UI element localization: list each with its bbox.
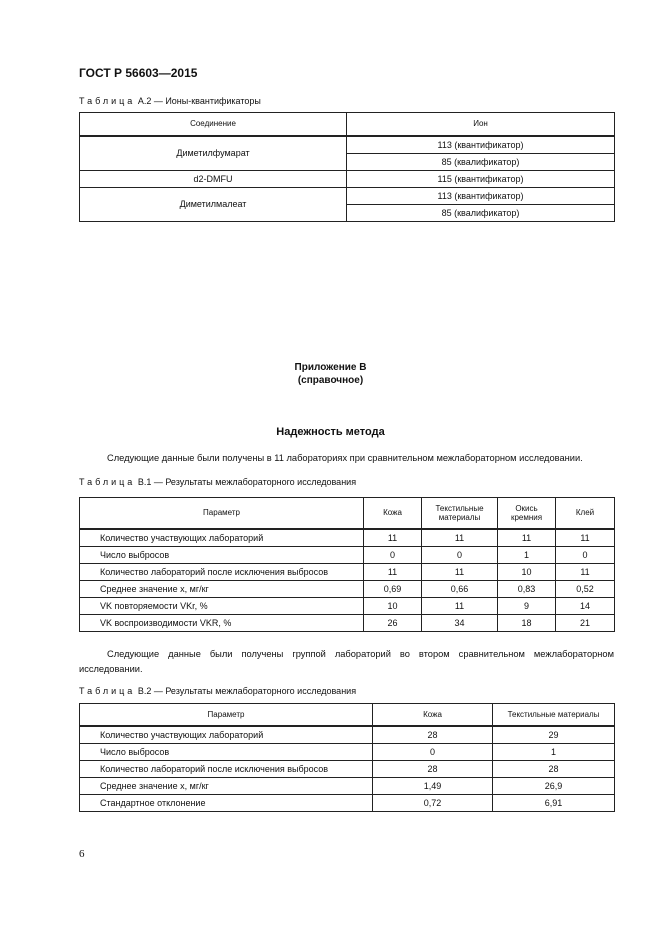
table-cell: Диметилмалеат <box>80 187 347 221</box>
table-cell: Среднее значение x, мг/кг <box>80 777 373 794</box>
table-row <box>80 614 615 631</box>
caption-text: В.1 — Результаты межлабораторного исследования <box>137 477 357 487</box>
column-header: Кожа <box>373 704 493 726</box>
table-cell: 11 <box>422 597 498 614</box>
table-cell: Среднее значение x, мг/кг <box>80 580 364 597</box>
table-cell: Диметилфумарат <box>80 136 347 171</box>
table-cell: 85 (квалификатор) <box>347 204 615 221</box>
table-cell: 115 (квантификатор) <box>347 170 615 187</box>
page-number: 6 <box>79 848 85 860</box>
table-cell: 11 <box>422 563 498 580</box>
table-cell: 11 <box>498 529 556 547</box>
table-row <box>80 777 615 794</box>
table-cell: 113 (квантификатор) <box>347 187 615 204</box>
table-cell: 0,69 <box>364 580 422 597</box>
table-cell: 11 <box>422 529 498 547</box>
table-a2-caption <box>79 96 261 106</box>
caption-text: В.2 — Результаты межлабораторного исследования <box>137 686 357 696</box>
table-cell: VK повторяемости VKr, % <box>80 597 364 614</box>
table-cell: d2-DMFU <box>80 170 347 187</box>
table-row <box>80 743 615 760</box>
appendix-subtitle: (справочное) <box>297 375 364 386</box>
table-cell: 10 <box>498 563 556 580</box>
table-cell: 0,72 <box>373 794 493 811</box>
table-row <box>80 529 615 547</box>
table-cell: 0,66 <box>422 580 498 597</box>
table-cell: 29 <box>493 726 615 744</box>
table-cell: Количество лабораторий после исключения выбросов <box>80 760 373 777</box>
table-cell: 6,91 <box>493 794 615 811</box>
table-cell: 1 <box>493 743 615 760</box>
table-row <box>80 546 615 563</box>
table-cell: 0 <box>556 546 615 563</box>
table-cell: 1 <box>498 546 556 563</box>
column-header: Кожа <box>364 498 422 529</box>
table-b1-caption <box>79 477 356 487</box>
table-cell: 26 <box>364 614 422 631</box>
table-cell: 26,9 <box>493 777 615 794</box>
table-cell: Стандартное отклонение <box>80 794 373 811</box>
table-cell: 28 <box>493 760 615 777</box>
table-cell: 0,83 <box>498 580 556 597</box>
table-cell: 10 <box>364 597 422 614</box>
table-cell: 0 <box>364 546 422 563</box>
caption-word: Таблица <box>79 477 136 487</box>
table-row <box>80 597 615 614</box>
table-row <box>80 794 615 811</box>
table-cell: 11 <box>556 529 615 547</box>
table-b2-caption <box>79 686 356 696</box>
appendix-heading: Надежность метода <box>276 426 385 438</box>
appendix-title: Приложение В <box>294 362 367 373</box>
table-row <box>80 726 615 744</box>
column-header: Окись кремния <box>498 498 556 529</box>
document-header: ГОСТ Р 56603—2015 <box>79 66 198 80</box>
table-cell: 1,49 <box>373 777 493 794</box>
table-cell: Количество лабораторий после исключения выбросов <box>80 563 364 580</box>
table-cell: 0 <box>422 546 498 563</box>
table-cell: 14 <box>556 597 615 614</box>
table-cell: Количество участвующих лабораторий <box>80 529 364 547</box>
table-cell: 0,52 <box>556 580 615 597</box>
table-b2 <box>79 703 615 812</box>
column-header: Клей <box>556 498 615 529</box>
table-row <box>80 760 615 777</box>
table-row <box>80 580 615 597</box>
table-cell: 18 <box>498 614 556 631</box>
table-cell: 9 <box>498 597 556 614</box>
table-b1 <box>79 497 615 632</box>
table-cell: 113 (квантификатор) <box>347 136 615 154</box>
table-cell: VK воспроизводимости VKR, % <box>80 614 364 631</box>
paragraph: Следующие данные были получены группой лабораторий во втором сравнительном межлабораторном исследовании. <box>79 649 614 674</box>
column-header: Текстильные материалы <box>493 704 615 726</box>
table-cell: 11 <box>364 529 422 547</box>
column-header: Текстильные материалы <box>422 498 498 529</box>
column-header: Ион <box>347 113 615 136</box>
caption-text: А.2 — Ионы-квантификаторы <box>137 96 261 106</box>
table-a2 <box>79 112 615 222</box>
table-row <box>80 563 615 580</box>
column-header: Параметр <box>80 704 373 726</box>
table-cell: Число выбросов <box>80 546 364 563</box>
caption-word: Таблица <box>79 686 136 696</box>
paragraph: Следующие данные были получены в 11 лабораториях при сравнительном межлабораторном исследовании. <box>107 453 583 463</box>
table-cell: 11 <box>364 563 422 580</box>
caption-word: Таблица <box>79 96 136 106</box>
table-cell: 34 <box>422 614 498 631</box>
table-cell: 28 <box>373 726 493 744</box>
table-cell: 0 <box>373 743 493 760</box>
column-header: Параметр <box>80 498 364 529</box>
column-header: Соединение <box>80 113 347 136</box>
table-cell: 11 <box>556 563 615 580</box>
table-cell: 28 <box>373 760 493 777</box>
table-cell: 21 <box>556 614 615 631</box>
table-cell: 85 (квалификатор) <box>347 153 615 170</box>
table-cell: Число выбросов <box>80 743 373 760</box>
table-cell: Количество участвующих лабораторий <box>80 726 373 744</box>
